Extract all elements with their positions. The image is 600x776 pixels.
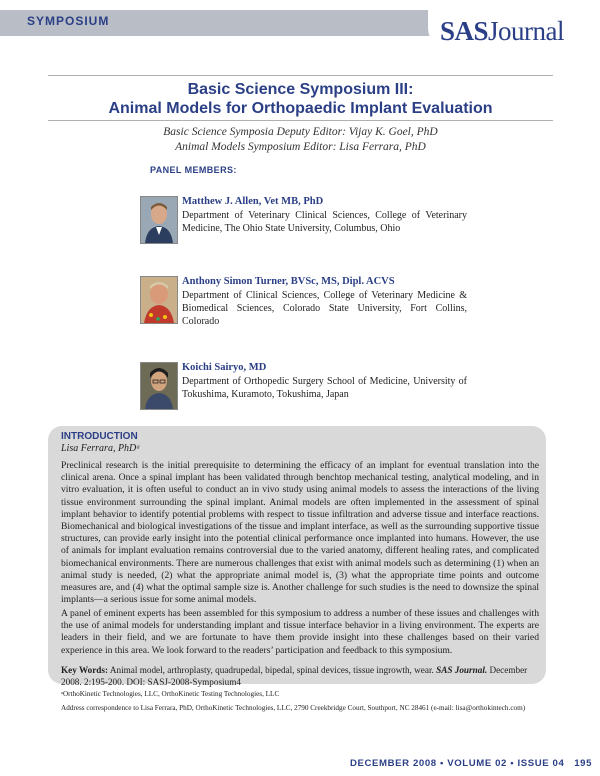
- page-footer: [350, 758, 592, 769]
- member-affiliation: Department of Orthopedic Surgery School of Medicine, University of Tokushima, Kuramoto, Tokushima, Japan: [182, 376, 467, 400]
- journal-logo: SASJournal: [440, 16, 565, 46]
- member-photo-turner: [140, 276, 178, 324]
- page-number: 195: [574, 758, 593, 769]
- keywords-text: Animal model, arthroplasty, quadrupedal, bipedal, spinal devices, tissue ingrowth, wear.: [109, 665, 434, 675]
- article-title-line2: Animal Models for Orthopaedic Implant Evaluation: [108, 100, 493, 117]
- introduction-paragraph-2: A panel of eminent experts has been assembled for this symposium to address a number of these issues and challenges with the use of animal models for understanding implant and tissue interface behavior in a living environment. The experts are leaders in their field, and we are fortunate to have them provide insight into these challenges based on their varied experience in this area. We look forward to the readers’ participation and feedback to this symposium.: [61, 608, 539, 656]
- member-name: Matthew J. Allen, Vet MB, PhD: [182, 196, 324, 207]
- panel-members-label: PANEL MEMBERS:: [150, 165, 237, 175]
- member-photo-allen: [140, 196, 178, 244]
- deputy-editor: Basic Science Symposia Deputy Editor: Vijay K. Goel, PhD: [163, 126, 438, 138]
- affiliation-note: ᵃOrthoKinetic Technologies, LLC, OrthoKinetic Testing Technologies, LLC: [61, 690, 280, 698]
- member-name: Koichi Sairyo, MD: [182, 362, 267, 373]
- introduction-heading: INTRODUCTION: [61, 431, 138, 442]
- article-title-line1: Basic Science Symposium III:: [187, 81, 414, 98]
- issue-info: DECEMBER 2008 • VOLUME 02 • ISSUE 04: [350, 758, 565, 769]
- title-top-rule: [48, 75, 553, 76]
- correspondence-note: Address correspondence to Lisa Ferrara, PhD, OrthoKinetic Technologies, LLC, 2790 Creekbridge Court, Southport, NC 28461 (e-mail: lisa@orthokintech.com): [61, 704, 526, 712]
- introduction-author: Lisa Ferrara, PhDᵃ: [61, 443, 141, 454]
- keywords: [61, 664, 539, 688]
- introduction-paragraph-1: Preclinical research is the initial prerequisite to determining the efficacy of an implant for eventual translation into the clinical arena. Once a spinal implant has been validated through benchtop mechanical testing, analytical modeling, and in vitro evaluation, it is often useful to conduct an in vivo study using animal models to assess the interactions of the living tissue environment surrounding the spinal implant. Animal models are often implemented in the assessment of spinal implant behavior to identify potential problems with respect to tissue infiltration and adverse tissue and interface reactions. Biomechanical and biological investigations of the tissue and implant interface, as well as the surrounding supportive tissue structures, can provide early insight into the potential clinical performance once implanted into humans. However, the use of animals for implant evaluation remains controversial due to the varied anatomy, different healing rates, and complicated biomechanical environments. There are numerous challenges that exist with animal models such as determining (1) when an animal study is needed, (2) what the appropriate animal model is, (3) what the appropriate time points and outcome measures are, and (4) what the optimal sample size is. Another challenge for such studies is the need to downsize the spinal implants—a serious issue for some animal models.: [61, 460, 539, 606]
- member-affiliation: Department of Veterinary Clinical Sciences, College of Veterinary Medicine, The Ohio State University, Columbus, Ohio: [182, 210, 467, 234]
- member-name: Anthony Simon Turner, BVSc, MS, Dipl. ACVS: [182, 276, 395, 287]
- title-bottom-rule: [48, 120, 553, 121]
- member-photo-sairyo: [140, 362, 178, 410]
- keywords-label: Key Words:: [61, 665, 109, 675]
- section-label: SYMPOSIUM: [27, 14, 110, 28]
- member-affiliation: Department of Clinical Sciences, College of Veterinary Medicine & Biomedical Sciences, Colorado State University, Fort Collins, Colorado: [182, 290, 467, 327]
- citation: December 2008. 2:195-200. DOI: SASJ-2008-Symposium4: [61, 665, 528, 687]
- symposium-editor: Animal Models Symposium Editor: Lisa Ferrara, PhD: [175, 141, 426, 153]
- journal-name: SAS Journal.: [436, 665, 488, 675]
